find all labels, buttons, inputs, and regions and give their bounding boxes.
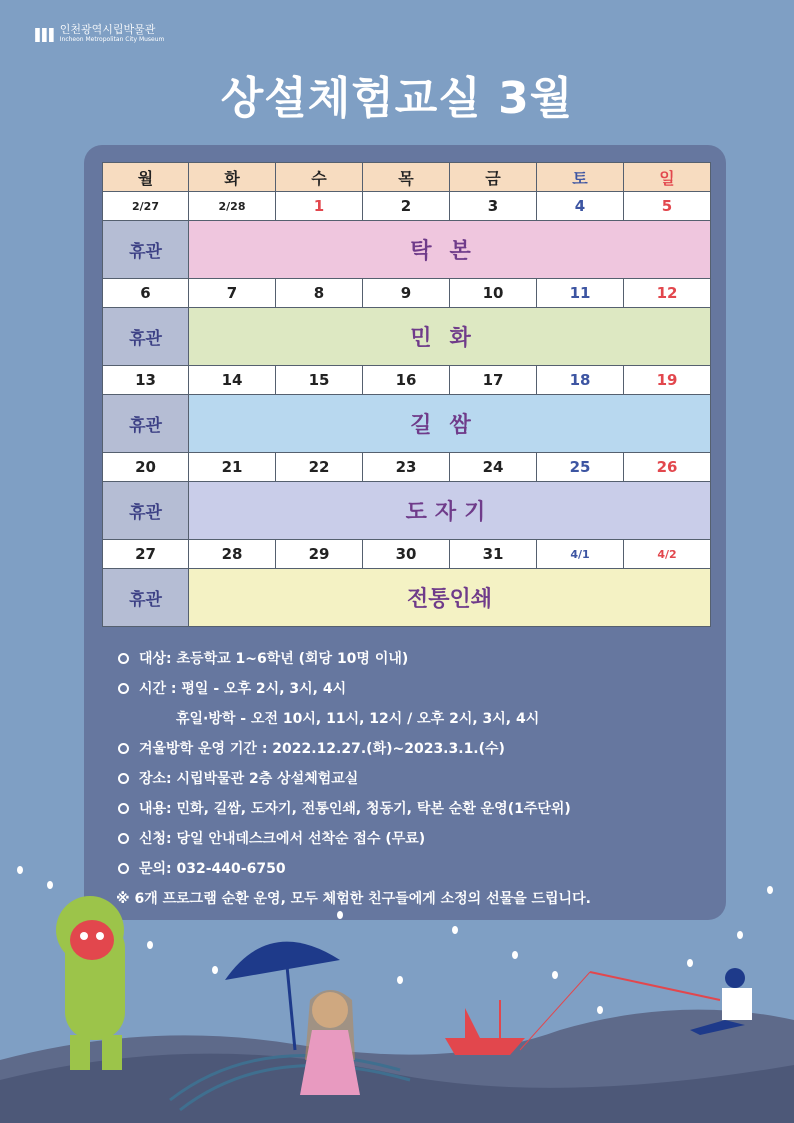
program-gilssam: 길쌈	[189, 395, 711, 453]
weekday-thu: 목	[363, 163, 450, 192]
date-cell-sunday: 5	[624, 192, 711, 221]
date-cell-sunday: 12	[624, 279, 711, 308]
date-cell-saturday: 11	[537, 279, 624, 308]
closed-cell: 휴관	[103, 395, 189, 453]
date-cell-holiday: 1	[276, 192, 363, 221]
closed-cell: 휴관	[103, 308, 189, 366]
museum-name-korean: 인천광역시립박물관	[59, 23, 156, 37]
date-cell: 2	[363, 192, 450, 221]
date-cell-saturday: 25	[537, 453, 624, 482]
info-target: 대상: 초등학교 1~6학년 (회당 10명 이내)	[139, 651, 409, 667]
week-2-dates	[103, 279, 711, 308]
date-cell: 23	[363, 453, 450, 482]
date-cell: 8	[276, 279, 363, 308]
date-cell: 20	[103, 453, 189, 482]
date-cell-saturday: 4	[537, 192, 624, 221]
week-1-program-row	[103, 221, 711, 279]
date-cell: 10	[450, 279, 537, 308]
date-cell: 22	[276, 453, 363, 482]
date-cell: 28	[189, 540, 276, 569]
date-cell: 13	[103, 366, 189, 395]
date-cell: 16	[363, 366, 450, 395]
date-cell: 7	[189, 279, 276, 308]
info-vacation-period: 겨울방학 운영 기간 : 2022.12.27.(화)~2023.3.1.(수)	[139, 741, 505, 757]
closed-cell: 휴관	[103, 482, 189, 540]
week-3-program-row	[103, 395, 711, 453]
date-cell-sunday: 4/2	[624, 540, 711, 569]
date-cell: 14	[189, 366, 276, 395]
date-cell: 31	[450, 540, 537, 569]
week-2-program-row	[103, 308, 711, 366]
raindrops	[17, 860, 773, 1014]
boat	[445, 1000, 525, 1055]
program-takbon: 탁본	[189, 221, 711, 279]
date-cell: 17	[450, 366, 537, 395]
week-3-dates	[103, 366, 711, 395]
weekday-sat: 토	[537, 163, 624, 192]
date-cell-sunday: 19	[624, 366, 711, 395]
date-cell-saturday: 4/1	[537, 540, 624, 569]
program-traditional-printing: 전통인쇄	[189, 569, 711, 627]
date-cell: 9	[363, 279, 450, 308]
page-title: 상설체험교실 3월	[220, 73, 574, 124]
date-cell: 24	[450, 453, 537, 482]
bullet-icon	[118, 803, 129, 814]
weekday-sun: 일	[624, 163, 711, 192]
week-5-program-row	[103, 569, 711, 627]
info-apply: 신청: 당일 안내데스크에서 선착순 접수 (무료)	[139, 831, 426, 847]
program-dojagi: 도자기	[189, 482, 711, 540]
weekday-fri: 금	[450, 163, 537, 192]
museum-logo	[33, 21, 164, 47]
closed-cell: 휴관	[103, 569, 189, 627]
bullet-icon	[118, 653, 129, 664]
info-note: ※ 6개 프로그램 순환 운영, 모두 체험한 친구들에게 소정의 선물을 드립니다.	[116, 891, 591, 907]
date-cell: 2/28	[189, 192, 276, 221]
logo-mark: ııı	[33, 19, 54, 49]
schedule-calendar	[102, 162, 711, 627]
week-5-dates	[103, 540, 711, 569]
closed-cell: 휴관	[103, 221, 189, 279]
bullet-icon	[118, 773, 129, 784]
week-1-dates	[103, 192, 711, 221]
info-time: 시간 : 평일 - 오후 2시, 3시, 4시	[139, 681, 347, 697]
date-cell-saturday: 18	[537, 366, 624, 395]
weekday-tue: 화	[189, 163, 276, 192]
week-4-dates	[103, 453, 711, 482]
program-minhwa: 민화	[189, 308, 711, 366]
weekday-header-row	[103, 163, 711, 192]
date-cell: 30	[363, 540, 450, 569]
date-cell: 3	[450, 192, 537, 221]
date-cell-sunday: 26	[624, 453, 711, 482]
info-contact: 문의: 032-440-6750	[139, 861, 286, 877]
bullet-icon	[118, 743, 129, 754]
weekday-wed: 수	[276, 163, 363, 192]
bullet-icon	[118, 683, 129, 694]
date-cell: 6	[103, 279, 189, 308]
date-cell: 21	[189, 453, 276, 482]
illustration-scene	[0, 860, 794, 1123]
date-cell: 27	[103, 540, 189, 569]
date-cell: 29	[276, 540, 363, 569]
museum-name-english: Incheon Metropolitan City Museum	[59, 35, 165, 43]
info-place: 장소: 시립박물관 2층 상설체험교실	[139, 771, 359, 787]
week-4-program-row	[103, 482, 711, 540]
date-cell: 2/27	[103, 192, 189, 221]
weekday-mon: 월	[103, 163, 189, 192]
info-content: 내용: 민화, 길쌈, 도자기, 전통인쇄, 청동기, 탁본 순환 운영(1주단위)	[139, 801, 571, 817]
date-cell: 15	[276, 366, 363, 395]
info-time-holiday: 휴일·방학 - 오전 10시, 11시, 12시 / 오후 2시, 3시, 4시	[176, 711, 540, 727]
bullet-icon	[118, 833, 129, 844]
